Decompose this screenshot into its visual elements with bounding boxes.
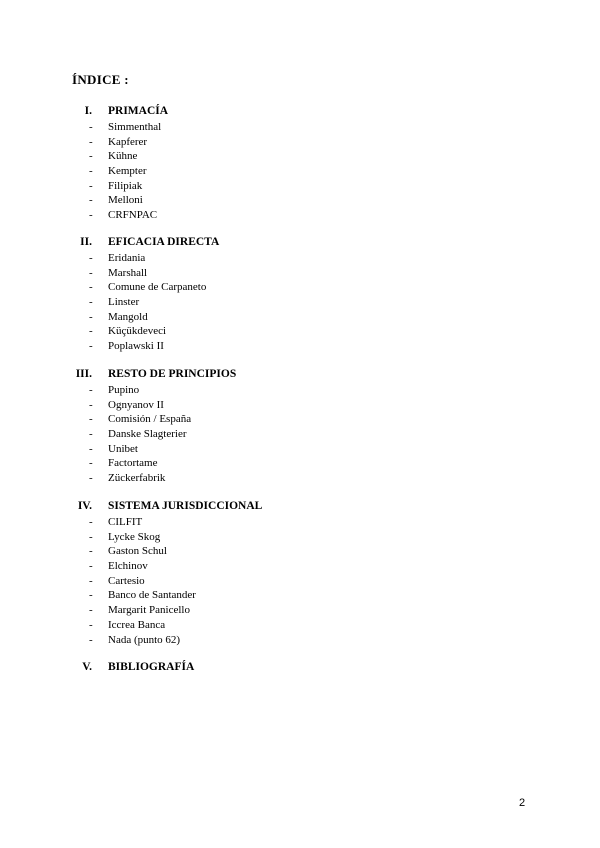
dash-bullet: - — [89, 560, 93, 573]
section-heading — [0, 236, 600, 251]
list-item-text: Margarit Panicello — [108, 604, 190, 617]
list-item-text: Eridania — [108, 252, 146, 264]
list-item — [0, 310, 600, 325]
dash-bullet: - — [89, 589, 93, 602]
case-list — [0, 120, 600, 223]
list-item-text: Cartesio — [108, 574, 145, 587]
list-item — [0, 574, 600, 589]
list-item — [0, 135, 600, 150]
list-item — [0, 412, 600, 427]
list-item — [0, 618, 600, 633]
list-item — [0, 633, 600, 648]
list-item-text: Simmenthal — [108, 121, 162, 133]
dash-bullet: - — [89, 179, 93, 192]
dash-bullet: - — [89, 398, 93, 411]
section-numeral: V. — [82, 661, 92, 673]
list-item — [0, 559, 600, 574]
list-item-text: Pupino — [108, 384, 140, 396]
dash-bullet: - — [89, 530, 93, 543]
dash-bullet: - — [89, 457, 93, 470]
list-item — [0, 149, 600, 164]
dash-bullet: - — [89, 545, 93, 558]
list-item-text: Kapferer — [108, 135, 148, 148]
dash-bullet: - — [89, 281, 93, 294]
list-item-text: Gaston Schul — [108, 545, 167, 558]
list-item-text: Iccrea Banca — [108, 618, 166, 631]
list-item — [0, 266, 600, 281]
list-item — [0, 295, 600, 310]
list-item-text: Melloni — [108, 194, 143, 207]
list-item — [0, 544, 600, 559]
dash-bullet: - — [89, 296, 93, 309]
list-item-text: Küçükdeveci — [108, 325, 167, 338]
section-eficacia-directa — [0, 236, 600, 354]
list-item-text: CRFNPAC — [108, 209, 158, 222]
list-item — [0, 208, 600, 223]
dash-bullet: - — [89, 442, 93, 455]
list-item-text: Danske Slagterier — [108, 428, 187, 441]
list-item — [0, 515, 600, 530]
list-item-text: Nada (punto 62) — [108, 633, 181, 646]
dash-bullet: - — [89, 121, 93, 133]
list-item — [0, 456, 600, 471]
section-numeral: I. — [84, 105, 92, 117]
dash-bullet: - — [89, 516, 93, 528]
section-numeral: III. — [75, 368, 92, 380]
list-item-text: Factortame — [108, 457, 158, 470]
dash-bullet: - — [89, 472, 93, 485]
list-item-text: Elchinov — [108, 560, 148, 573]
section-title: EFICACIA DIRECTA — [108, 236, 220, 248]
list-item-text: Linster — [108, 296, 140, 309]
section-title: BIBLIOGRAFÍA — [108, 661, 195, 673]
section-resto-de-principios — [0, 368, 600, 486]
dash-bullet: - — [89, 310, 93, 323]
dash-bullet: - — [89, 428, 93, 441]
dash-bullet: - — [89, 604, 93, 617]
list-item — [0, 164, 600, 179]
dash-bullet: - — [89, 266, 93, 279]
list-item-text: Unibet — [108, 442, 138, 455]
list-item — [0, 398, 600, 413]
dash-bullet: - — [89, 165, 93, 178]
dash-bullet: - — [89, 413, 93, 426]
dash-bullet: - — [89, 194, 93, 207]
dash-bullet: - — [89, 209, 93, 222]
dash-bullet: - — [89, 135, 93, 148]
list-item-text: CILFIT — [108, 516, 143, 528]
list-item-text: Mangold — [108, 310, 148, 323]
list-item-text: Filipiak — [108, 179, 143, 192]
section-heading — [0, 500, 600, 515]
section-heading — [0, 105, 600, 120]
dash-bullet: - — [89, 574, 93, 587]
section-title: PRIMACÍA — [108, 105, 169, 117]
case-list — [0, 383, 600, 486]
list-item — [0, 442, 600, 457]
list-item-text: Lycke Skog — [108, 530, 161, 543]
list-item-text: Kühne — [108, 150, 138, 163]
section-numeral: II. — [80, 236, 92, 248]
dash-bullet: - — [89, 252, 93, 264]
dash-bullet: - — [89, 150, 93, 163]
list-item — [0, 179, 600, 194]
list-item-text: Comisión / España — [108, 413, 192, 426]
dash-bullet: - — [89, 633, 93, 646]
dash-bullet: - — [89, 340, 93, 353]
list-item-text: Ognyanov II — [108, 398, 164, 411]
list-item — [0, 120, 600, 135]
section-title: RESTO DE PRINCIPIOS — [108, 368, 237, 380]
section-bibliografia — [0, 661, 600, 676]
list-item — [0, 530, 600, 545]
list-item — [0, 324, 600, 339]
list-item — [0, 251, 600, 266]
list-item — [0, 193, 600, 208]
list-item — [0, 588, 600, 603]
section-heading — [0, 368, 600, 383]
dash-bullet: - — [89, 618, 93, 631]
dash-bullet: - — [89, 325, 93, 338]
list-item-text: Zückerfabrik — [108, 472, 166, 485]
list-item-text: Comune de Carpaneto — [108, 281, 207, 294]
section-sistema-jurisdiccional — [0, 500, 600, 647]
list-item-text: Banco de Santander — [108, 589, 196, 602]
section-heading — [0, 661, 600, 676]
list-item — [0, 280, 600, 295]
case-list — [0, 251, 600, 354]
list-item — [0, 383, 600, 398]
page-number: 2 — [519, 797, 526, 809]
section-title: SISTEMA JURISDICCIONAL — [108, 500, 263, 512]
index-heading: ÍNDICE : — [72, 72, 129, 87]
list-item — [0, 427, 600, 442]
list-item-text: Poplawski II — [108, 340, 164, 353]
list-item — [0, 339, 600, 354]
section-numeral: IV. — [77, 500, 92, 512]
case-list — [0, 515, 600, 647]
section-primacia — [0, 105, 600, 223]
list-item — [0, 471, 600, 486]
list-item-text: Marshall — [108, 266, 148, 279]
list-item — [0, 603, 600, 618]
dash-bullet: - — [89, 384, 93, 396]
list-item-text: Kempter — [108, 165, 147, 178]
